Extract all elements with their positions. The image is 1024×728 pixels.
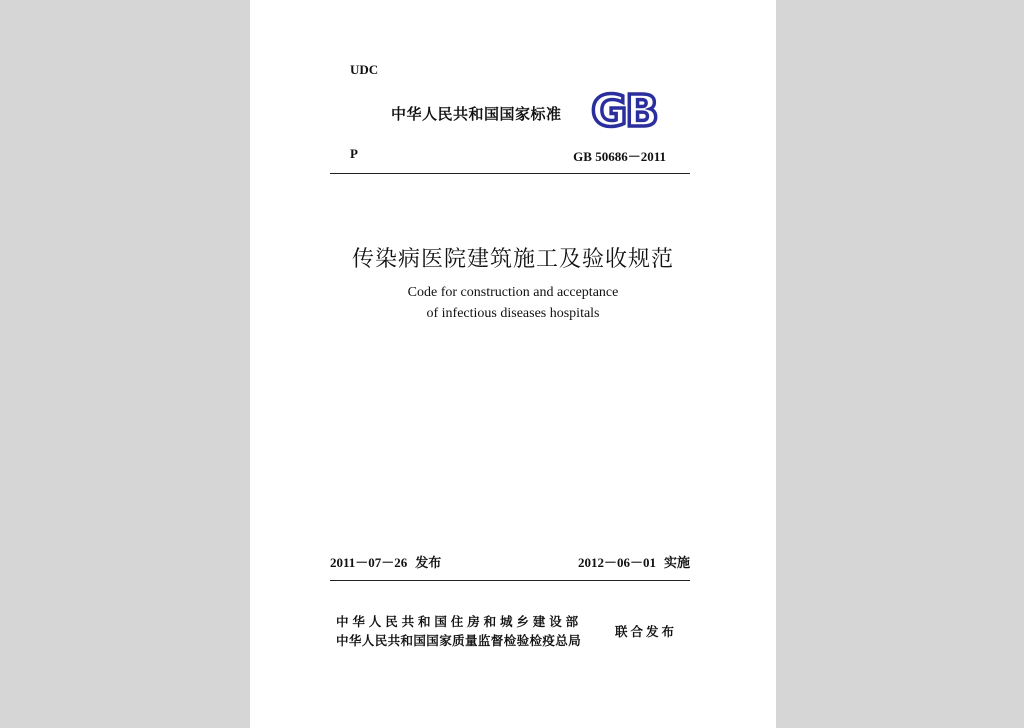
issuing-authorities (336, 612, 582, 650)
classification-code: P (350, 146, 358, 161)
standard-number: GB 50686－2011 (573, 149, 666, 164)
title-english (250, 282, 776, 324)
gb-logo-text: GB (591, 88, 657, 132)
issuer-aqsiq: 中华人民共和国国家质量监督检验检疫总局 (336, 633, 582, 648)
standard-cover-page (250, 0, 776, 728)
issue-label: 发布 (415, 555, 442, 570)
implement-date: 2012－06－01 (577, 555, 656, 570)
title-chinese: 传染病医院建筑施工及验收规范 (351, 247, 674, 272)
title-english-line-2: of infectious diseases hospitals (426, 306, 600, 321)
issue-date-block (330, 552, 441, 571)
gb-logo (586, 88, 662, 132)
national-standard-label: 中华人民共和国国家标准 (391, 105, 562, 123)
footer-divider (330, 580, 690, 581)
implement-label: 实施 (663, 555, 690, 570)
header-divider (330, 173, 690, 174)
issue-date: 2011－07－26 (330, 555, 408, 570)
title-english-line-1: Code for construction and acceptance (407, 285, 619, 300)
issuer-ministry: 中华人民共和国住房和城乡建设部 (336, 614, 583, 629)
joint-issue-label: 联合发布 (615, 624, 678, 639)
udc-label: UDC (350, 62, 379, 77)
implement-date-block (578, 552, 690, 571)
